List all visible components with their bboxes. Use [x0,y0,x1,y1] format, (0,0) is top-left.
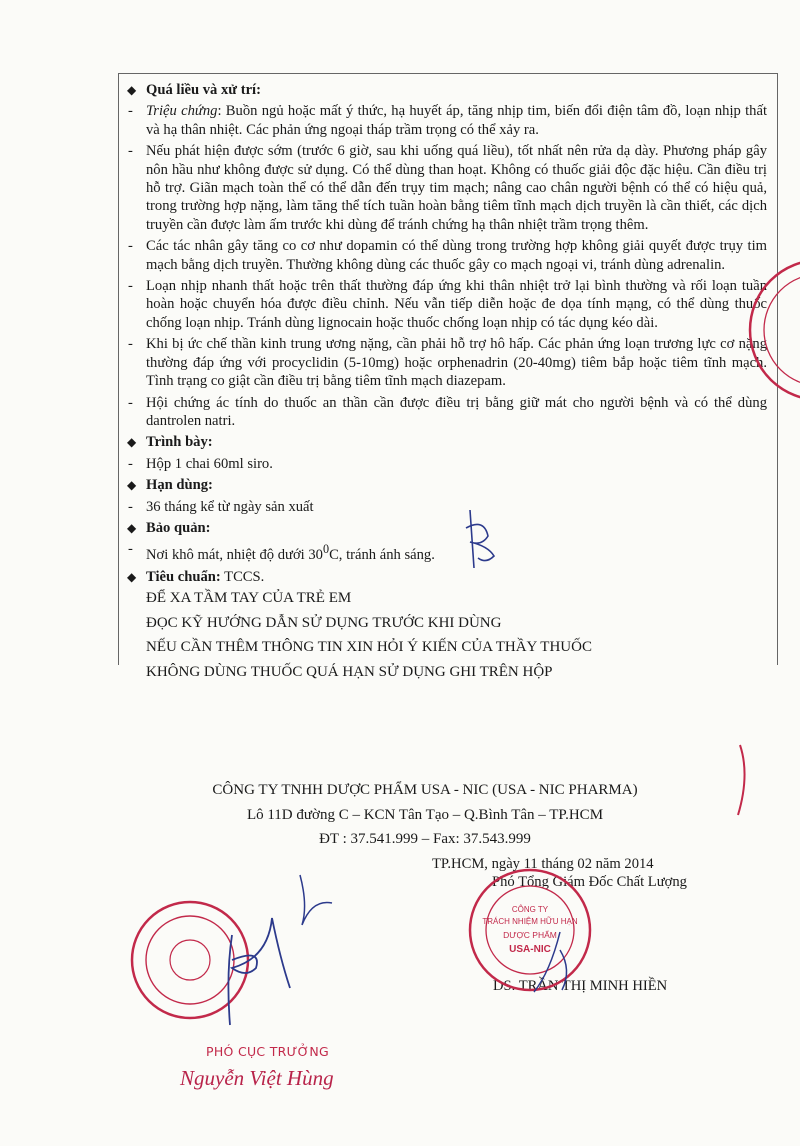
date-line: TP.HCM, ngày 11 tháng 02 năm 2014 [432,856,654,872]
company-seal-text-3: USA-NIC [509,944,551,955]
warning-line: ĐỂ XA TẦM TAY CỦA TRẺ EM [146,590,352,607]
signer-role: Phó Tổng Giám Đốc Chất Lượng [492,874,687,890]
edge-seal [750,260,800,400]
bullet-diamond-icon: ◆ [127,435,137,450]
ministry-signature [228,918,290,1025]
list-item: - Hội chứng ác tính do thuốc an thần cần được điều trị bằng giữ mát cho người bệnh và có thể dùng dantrolen natri. [128,394,767,429]
ministry-stamp-title: PHÓ CỤC TRƯỞNG [206,1044,330,1059]
presentation-heading: ◆ Trình bày: [127,434,213,451]
list-item: - Nơi khô mát, nhiệt độ dưới $30^0C$, tránh ánh sáng. [128,541,435,564]
list-item: - 36 tháng kể từ ngày sản xuất [128,498,314,515]
standard-heading: ◆ Tiêu chuẩn: TCCS. [127,568,265,585]
warning-line: NẾU CẦN THÊM THÔNG TIN XIN HỎI Ý KIẾN CỦA THẦY THUỐC [146,639,592,656]
list-item: - Loạn nhịp nhanh thất hoặc trên thất thường đáp ứng khi thân nhiệt trở lại bình thường và rối loạn tuần hoàn hoặc chuyển hóa được điều chỉnh. Nếu vẫn tiếp diễn hoặc đe dọa tính mạng, có thể dùng thuốc chống loạn nhịp. Tránh dùng lignocain hoặc thuốc chống loạn nhịp có tác dụng kéo dài. [128,278,767,331]
pen-flourish [300,875,332,925]
bullet-diamond-icon: ◆ [127,520,137,535]
company-address: Lô 11D đường C – KCN Tân Tạo – Q.Bình Tân – TP.HCM [246,806,604,823]
list-item: - Khi bị ức chế thần kinh trung ương nặng, cần phải hỗ trợ hô hấp. Các phản ứng loạn trương lực cơ nặng thường đáp ứng với procyclidin (5-10mg) hoặc orphenadrin (20-40mg) tiêm bắp hoặc tiêm tĩnh mạch. Tình trạng co giật cần điều trị bằng tiêm tĩnh mạch diazepam. [128,336,767,390]
warning-line: KHÔNG DÙNG THUỐC QUÁ HẠN SỬ DỤNG GHI TRÊN HỘP [146,663,553,680]
list-item: - Các tác nhân gây tăng co cơ như dopamin có thể dùng trong trường hợp không giải quyết được trụy tim mạch bằng dịch truyền. Thường không dùng các thuốc gây co mạch ngoại vi, tránh dùng adrenalin. [128,238,767,273]
bullet-diamond-icon: ◆ [127,569,137,584]
initials-signature [466,510,494,568]
company-seal-text-1: TRÁCH NHIỆM HỮU HẠN [482,917,578,926]
company-seal-text-2: DƯỢC PHẨM [503,930,557,940]
list-item: - Nếu phát hiện được sớm (trước 6 giờ, sau khi uống quá liều), tốt nhất nên rửa dạ dày. Phương pháp gây nôn hầu như không được sử dụng. Có thể dùng than hoạt. Không có thuốc giải độc đặc hiệu. Cần điều trị hỗ trợ. Giãn mạch toàn thể có thể dẫn đến trụy tim mạch; nâng cao chân người bệnh có thể có hiệu quả, trong trường hợp nặng, làm tăng thể tích tuần hoàn bằng tiêm tĩnh mạch dịch truyền là cần thiết, các dịch truyền cần được làm ấm trước khi dùng để tránh chứng hạ thân nhiệt trầm trọng thêm. [128,143,767,233]
signer-name: DS. TRẦN THỊ MINH HIỀN [493,978,668,994]
shelf-life-heading: ◆ Hạn dùng: [127,477,213,494]
storage-heading: ◆ Bảo quản: [127,519,211,536]
company-name: CÔNG TY TNHH DƯỢC PHẨM USA - NIC (USA - NIC PHARMA) [212,782,638,798]
bullet-diamond-icon: ◆ [127,83,137,97]
company-phone: ĐT : 37.541.999 – Fax: 37.543.999 [319,831,531,847]
warning-line: ĐỌC KỸ HƯỚNG DẪN SỬ DỤNG TRƯỚC KHI DÙNG [146,614,502,631]
overdose-heading: ◆ Quá liều và xử trí: [127,82,261,98]
list-item: - Triệu chứng: Buồn ngủ hoặc mất ý thức, hạ huyết áp, tăng nhịp tim, biến đổi điện tâm đồ, loạn nhịp thất và hạ thân nhiệt. Các phản ứng ngoại tháp trầm trọng có thể xảy ra. [128,103,767,138]
ministry-stamp-name: Nguyễn Việt Hùng [180,1066,334,1090]
company-signature [534,932,567,992]
list-item: - Hộp 1 chai 60ml siro. [128,455,273,472]
bullet-diamond-icon: ◆ [127,478,137,493]
company-seal-text-0: CÔNG TY [511,905,549,914]
ministry-seal [132,902,248,1018]
symptom-label: Triệu chứng [146,103,218,120]
pen-mark [738,745,745,815]
